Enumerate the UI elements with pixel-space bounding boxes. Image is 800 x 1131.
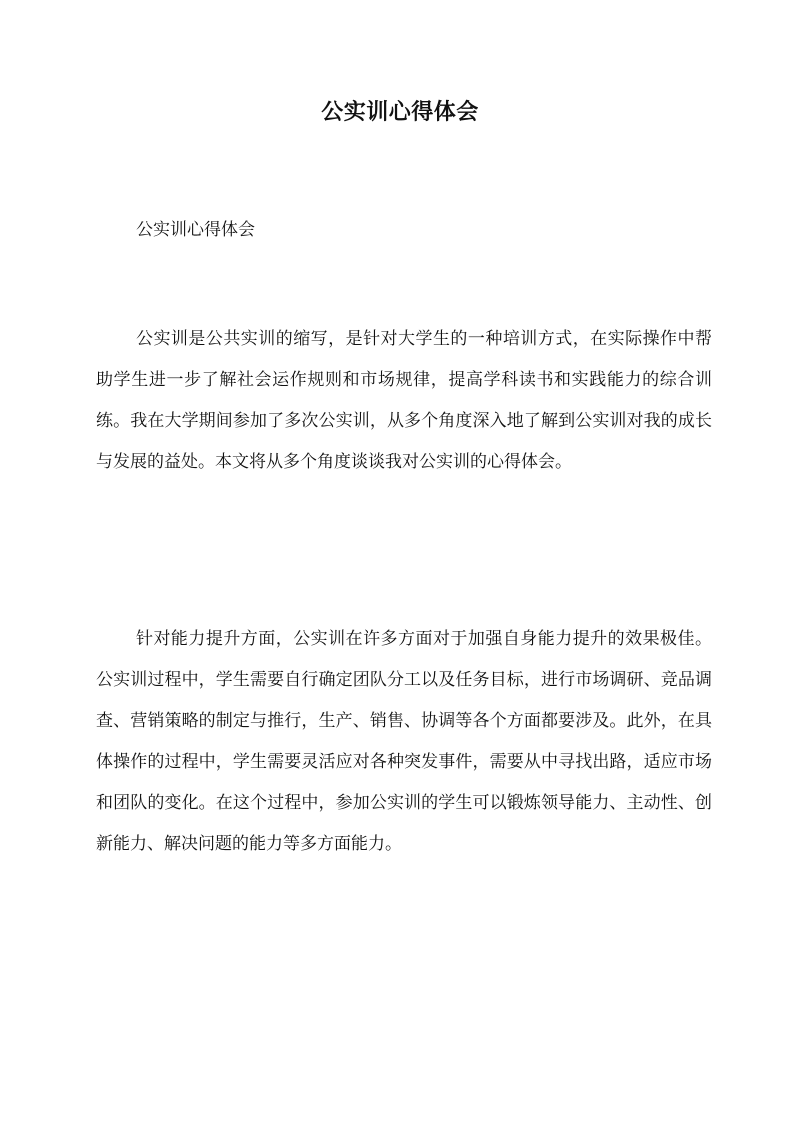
paragraph-ability: 针对能力提升方面，公实训在许多方面对于加强自身能力提升的效果极佳。公实训过程中，学生需要自行确定团队分工以及任务目标，进行市场调研、竞品调查、营销策略的制定与推行，生产、销售、协调等各个方面都要涉及。此外，在具体操作的过程中，学生需要灵活应对各种突发事件，需要从中寻找出路，适应市场和团队的变化。在这个过程中，参加公实训的学生可以锻炼领导能力、主动性、创新能力、解决问题的能力等多方面能力。 bbox=[96, 629, 712, 854]
document-subtitle: 公实训心得体会 bbox=[136, 220, 255, 240]
paragraph-intro: 公实训是公共实训的缩写，是针对大学生的一种培训方式，在实际操作中帮助学生进一步了解社会运作规则和市场规律，提高学科读书和实践能力的综合训练。我在大学期间参加了多次公实训，从多个角度深入地了解到公实训对我的成长与发展的益处。本文将从多个角度谈谈我对公实训的心得体会。 bbox=[96, 329, 712, 472]
document-title: 公实训心得体会 bbox=[321, 99, 479, 125]
